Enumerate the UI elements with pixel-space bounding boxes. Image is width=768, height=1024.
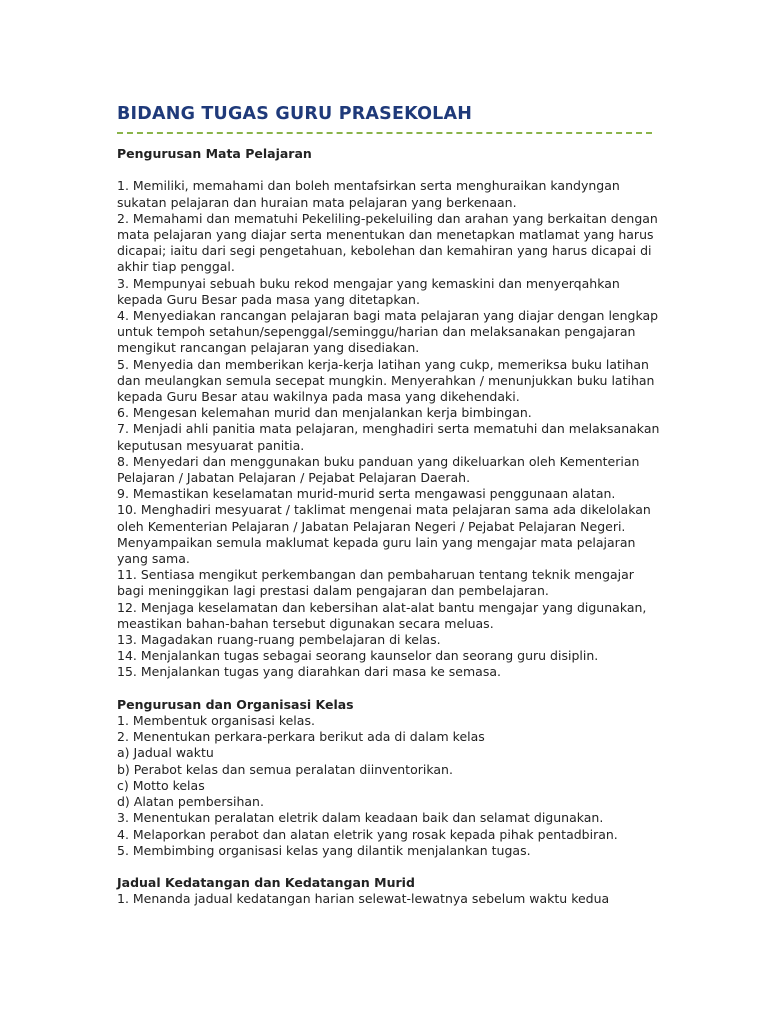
text-line: Pelajaran / Jabatan Pelajaran / Pejabat Pelajaran Daerah. — [117, 470, 471, 486]
section-heading: Pengurusan Mata Pelajaran — [117, 146, 312, 161]
text-line: 5. Menyedia dan memberikan kerja-kerja latihan yang cukp, memeriksa buku latihan — [117, 356, 649, 372]
text-line: 8. Menyedari dan menggunakan buku panduan yang dikeluarkan oleh Kementerian — [117, 453, 640, 469]
text-line: mata pelajaran yang diajar serta menentukan dan menetapkan matlamat yang harus — [117, 227, 654, 242]
section-body — [117, 713, 668, 859]
text-line: 10. Menghadiri mesyuarat / taklimat mengenai mata pelajaran sama ada dikelolakan — [117, 502, 651, 518]
text-line: dicapai; iaitu dari segi pengetahuan, kebolehan dan kemahiran yang harus dicapai di — [117, 243, 652, 259]
text-line: 2. Memahami dan mematuhi Pekeliling-pekeluiling dan arahan yang berkaitan dengan — [117, 210, 658, 226]
section-heading: Jadual Kedatangan dan Kedatangan Murid — [117, 875, 415, 891]
text-line: 3. Mempunyai sebuah buku rekod mengajar yang kemaskini dan menyerqahkan — [117, 275, 620, 291]
section-body — [117, 891, 668, 907]
text-line: 13. Magadakan ruang-ruang pembelajaran di kelas. — [117, 632, 441, 648]
text-line: 11. Sentiasa mengikut perkembangan dan pembaharuan tentang teknik mengajar — [117, 567, 634, 583]
section-organisasi-kelas — [117, 697, 668, 859]
text-line: c) Motto kelas — [117, 777, 205, 793]
text-line: meastikan bahan-bahan tersebut digunakan secara meluas. — [117, 615, 494, 631]
text-line: dan meulangkan semula secepat mungkin. Menyerahkan / menunjukkan buku latihan — [117, 372, 655, 388]
text-line: 7. Menjadi ahli panitia mata pelajaran, menghadiri serta mematuhi dan melaksanakan — [117, 421, 660, 437]
text-line: b) Perabot kelas dan semua peralatan diinventorikan. — [117, 761, 453, 777]
text-line: kepada Guru Besar atau wakilnya pada masa yang dikehendaki. — [117, 389, 520, 405]
title-divider — [117, 132, 652, 134]
text-line: 1. Memiliki, memahami dan boleh mentafsirkan serta menghuraikan kandyngan — [117, 178, 620, 194]
text-line: 15. Menjalankan tugas yang diarahkan dari masa ke semasa. — [117, 664, 501, 680]
text-line: 12. Menjaga keselamatan dan kebersihan alat-alat bantu mengajar yang digunakan, — [117, 599, 647, 615]
text-line: a) Jadual waktu — [117, 745, 214, 761]
text-line: 1. Membentuk organisasi kelas. — [117, 713, 315, 729]
text-line: yang sama. — [117, 551, 190, 567]
text-line: Menyampaikan semula maklumat kepada guru lain yang mengajar mata pelajaran — [117, 534, 636, 550]
text-line: 6. Mengesan kelemahan murid dan menjalankan kerja bimbingan. — [117, 405, 532, 421]
text-line: bagi meninggikan lagi prestasi dalam pengajaran dan pembelajaran. — [117, 583, 549, 599]
page-title: BIDANG TUGAS GURU PRASEKOLAH — [117, 104, 473, 124]
text-line: kepada Guru Besar pada masa yang ditetapkan. — [117, 291, 420, 307]
text-line: 4. Melaporkan perabot dan alatan eletrik yang rosak kepada pihak pentadbiran. — [117, 826, 618, 842]
text-line: d) Alatan pembersihan. — [117, 794, 264, 810]
text-line: sukatan pelajaran dan huraian mata pelajaran yang berkenaan. — [117, 194, 517, 210]
text-line: oleh Kementerian Pelajaran / Jabatan Pelajaran Negeri / Pejabat Pelajaran Negeri. — [117, 518, 626, 534]
text-line: akhir tiap penggal. — [117, 259, 235, 275]
text-line: 2. Menentukan perkara-perkara berikut ada di dalam kelas — [117, 729, 485, 745]
text-line: 3. Menentukan peralatan eletrik dalam keadaan baik dan selamat digunakan. — [117, 810, 604, 826]
section-body — [117, 178, 668, 680]
text-line: 1. Menanda jadual kedatangan harian selewat-lewatnya sebelum waktu kedua — [117, 891, 610, 907]
section-mata-pelajaran — [117, 146, 668, 681]
section-jadual-kedatangan — [117, 875, 668, 907]
text-line: 9. Memastikan keselamatan murid-murid serta mengawasi penggunaan alatan. — [117, 486, 616, 502]
text-line: keputusan mesyuarat panitia. — [117, 437, 305, 453]
section-heading: Pengurusan dan Organisasi Kelas — [117, 696, 354, 712]
text-line: 4. Menyediakan rancangan pelajaran bagi mata pelajaran yang diajar dengan lengkap — [117, 308, 659, 324]
text-line: 14. Menjalankan tugas sebagai seorang kaunselor dan seorang guru disiplin. — [117, 648, 599, 664]
text-line: 5. Membimbing organisasi kelas yang dilantik menjalankan tugas. — [117, 842, 531, 858]
text-line: mengikut rancangan pelajaran yang disediakan. — [117, 340, 420, 356]
text-line: untuk tempoh setahun/sepenggal/seminggu/harian dan melaksanakan pengajaran — [117, 324, 636, 340]
